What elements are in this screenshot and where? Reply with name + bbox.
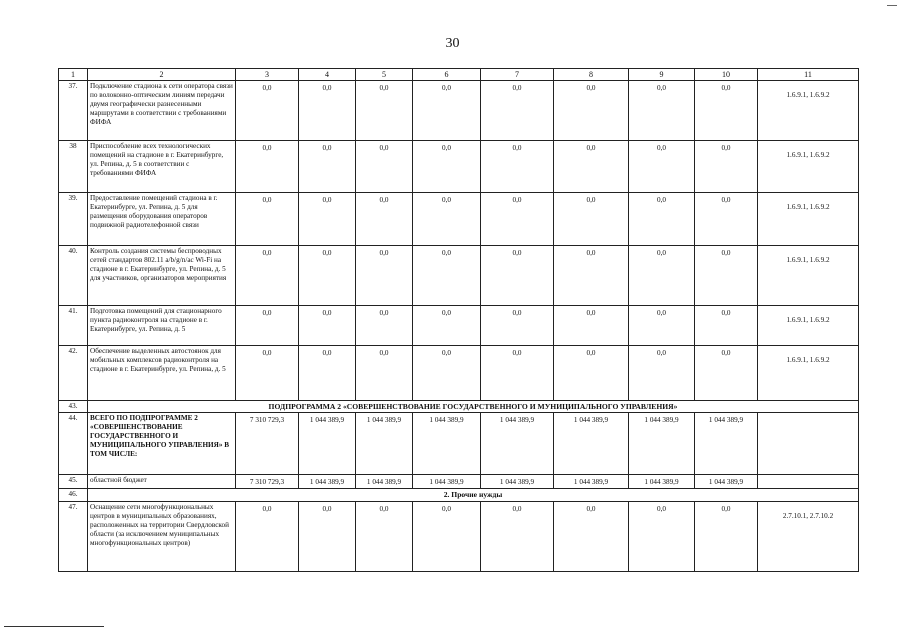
value-cell: 0,0 (236, 246, 299, 306)
value-cell: 0,0 (554, 346, 629, 401)
row-description: Оснащение сети многофункциональных центров в муниципальных образованиях, расположенных на территории Свердловской области (за исключением муниципальных многофункциональных центров) (88, 501, 236, 571)
table-row (59, 306, 859, 346)
row-number: 42. (59, 346, 88, 401)
table-row (59, 346, 859, 401)
value-cell: 0,0 (413, 501, 481, 571)
value-cell: 0,0 (413, 246, 481, 306)
table-row (59, 81, 859, 141)
value-cell: 0,0 (299, 346, 356, 401)
table-row (59, 246, 859, 306)
header-cell: 3 (236, 69, 299, 81)
target-code: 1.6.9.1, 1.6.9.2 (758, 141, 859, 193)
value-cell: 0,0 (481, 81, 554, 141)
value-cell: 0,0 (413, 141, 481, 193)
value-cell: 0,0 (554, 306, 629, 346)
row-description: Контроль создания системы беспроводных сетей стандартов 802.11 a/b/g/n/ac Wi-Fi на стадионе в г. Екатеринбурге, ул. Репина, д. 5 для участников, организаторов мероприятия (88, 246, 236, 306)
footer-rule (4, 626, 104, 627)
header-cell: 7 (481, 69, 554, 81)
value-cell: 0,0 (554, 81, 629, 141)
value-cell: 0,0 (236, 141, 299, 193)
value-cell: 1 044 389,9 (629, 475, 695, 489)
target-code: 1.6.9.1, 1.6.9.2 (758, 246, 859, 306)
value-cell: 0,0 (695, 141, 758, 193)
budget-table-sheet (58, 68, 858, 572)
value-cell: 0,0 (299, 501, 356, 571)
value-cell: 0,0 (356, 141, 413, 193)
target-code (758, 413, 859, 475)
section-row (59, 489, 859, 501)
value-cell: 1 044 389,9 (299, 475, 356, 489)
corner-mark (887, 5, 897, 6)
row-number: 46. (59, 489, 88, 501)
value-cell: 0,0 (236, 193, 299, 246)
value-cell: 0,0 (554, 501, 629, 571)
row-number: 43. (59, 401, 88, 413)
section-row (59, 401, 859, 413)
row-description: областной бюджет (88, 475, 236, 489)
target-code: 1.6.9.1, 1.6.9.2 (758, 306, 859, 346)
value-cell: 1 044 389,9 (413, 413, 481, 475)
target-code (758, 475, 859, 489)
value-cell: 0,0 (695, 193, 758, 246)
value-cell: 0,0 (413, 346, 481, 401)
value-cell: 1 044 389,9 (554, 475, 629, 489)
value-cell: 0,0 (299, 246, 356, 306)
value-cell: 0,0 (236, 346, 299, 401)
row-description: Подключение стадиона к сети оператора связи по волоконно-оптическим линиям передачи двумя географически разнесенными маршрутами в соответствии с требованиями ФИФА (88, 81, 236, 141)
value-cell: 0,0 (356, 346, 413, 401)
row-number: 39. (59, 193, 88, 246)
value-cell: 0,0 (299, 81, 356, 141)
table-row (59, 475, 859, 489)
row-number: 37. (59, 81, 88, 141)
value-cell: 0,0 (629, 246, 695, 306)
value-cell: 0,0 (356, 193, 413, 246)
table-row (59, 413, 859, 475)
header-cell: 6 (413, 69, 481, 81)
value-cell: 7 310 729,3 (236, 413, 299, 475)
section-title: 2. Прочие нужды (88, 489, 859, 501)
value-cell: 0,0 (554, 141, 629, 193)
row-number: 44. (59, 413, 88, 475)
header-cell: 9 (629, 69, 695, 81)
row-number: 45. (59, 475, 88, 489)
value-cell: 0,0 (413, 81, 481, 141)
value-cell: 7 310 729,3 (236, 475, 299, 489)
value-cell: 1 044 389,9 (299, 413, 356, 475)
row-description: Предоставление помещений стадиона в г. Екатеринбурге, ул. Репина, д. 5 для размещения оборудования операторов подвижной радиотелефонной связи (88, 193, 236, 246)
value-cell: 0,0 (695, 306, 758, 346)
table-row (59, 141, 859, 193)
value-cell: 0,0 (695, 346, 758, 401)
value-cell: 0,0 (554, 246, 629, 306)
value-cell: 0,0 (629, 306, 695, 346)
header-cell: 8 (554, 69, 629, 81)
value-cell: 1 044 389,9 (481, 413, 554, 475)
value-cell: 1 044 389,9 (356, 475, 413, 489)
value-cell: 0,0 (629, 346, 695, 401)
value-cell: 0,0 (481, 141, 554, 193)
target-code: 2.7.10.1, 2.7.10.2 (758, 501, 859, 571)
row-number: 47. (59, 501, 88, 571)
row-description: Подготовка помещений для стационарного пункта радиоконтроля на стадионе в г. Екатеринбурге, ул. Репина, д. 5 (88, 306, 236, 346)
value-cell: 0,0 (481, 246, 554, 306)
value-cell: 0,0 (629, 81, 695, 141)
value-cell: 0,0 (554, 193, 629, 246)
value-cell: 1 044 389,9 (695, 475, 758, 489)
table-row (59, 501, 859, 571)
value-cell: 0,0 (299, 193, 356, 246)
value-cell: 0,0 (695, 501, 758, 571)
row-number: 38 (59, 141, 88, 193)
value-cell: 0,0 (299, 141, 356, 193)
value-cell: 0,0 (299, 306, 356, 346)
page-number: 30 (445, 36, 460, 51)
value-cell: 0,0 (413, 306, 481, 346)
header-cell: 11 (758, 69, 859, 81)
value-cell: 0,0 (481, 346, 554, 401)
value-cell: 0,0 (356, 306, 413, 346)
value-cell: 0,0 (481, 193, 554, 246)
value-cell: 1 044 389,9 (481, 475, 554, 489)
target-code: 1.6.9.1, 1.6.9.2 (758, 81, 859, 141)
value-cell: 0,0 (695, 81, 758, 141)
table-row (59, 193, 859, 246)
value-cell: 1 044 389,9 (695, 413, 758, 475)
value-cell: 1 044 389,9 (554, 413, 629, 475)
value-cell: 0,0 (356, 501, 413, 571)
table-body (59, 69, 859, 572)
row-number: 41. (59, 306, 88, 346)
value-cell: 0,0 (629, 193, 695, 246)
header-cell: 1 (59, 69, 88, 81)
value-cell: 0,0 (236, 501, 299, 571)
value-cell: 1 044 389,9 (356, 413, 413, 475)
value-cell: 0,0 (481, 306, 554, 346)
row-number: 40. (59, 246, 88, 306)
header-cell: 5 (356, 69, 413, 81)
section-title: ПОДПРОГРАММА 2 «СОВЕРШЕНСТВОВАНИЕ ГОСУДАРСТВЕННОГО И МУНИЦИПАЛЬНОГО УПРАВЛЕНИЯ» (88, 401, 859, 413)
header-row (59, 69, 859, 81)
row-description: ВСЕГО ПО ПОДПРОГРАММЕ 2 «СОВЕРШЕНСТВОВАНИЕ ГОСУДАРСТВЕННОГО И МУНИЦИПАЛЬНОГО УПРАВЛЕНИЯ» В ТОМ ЧИСЛЕ: (88, 413, 236, 475)
target-code: 1.6.9.1, 1.6.9.2 (758, 193, 859, 246)
row-description: Приспособление всех технологических помещений на стадионе в г. Екатеринбурге, ул. Репина, д. 5 в соответствии с требованиями ФИФА (88, 141, 236, 193)
value-cell: 1 044 389,9 (629, 413, 695, 475)
value-cell: 0,0 (236, 81, 299, 141)
value-cell: 0,0 (356, 246, 413, 306)
header-cell: 4 (299, 69, 356, 81)
value-cell: 0,0 (695, 246, 758, 306)
budget-table (58, 68, 859, 572)
value-cell: 0,0 (413, 193, 481, 246)
header-cell: 10 (695, 69, 758, 81)
target-code: 1.6.9.1, 1.6.9.2 (758, 346, 859, 401)
header-cell: 2 (88, 69, 236, 81)
value-cell: 0,0 (481, 501, 554, 571)
row-description: Обеспечение выделенных автостоянок для мобильных комплексов радиоконтроля на стадионе в г. Екатеринбурге, ул. Репина, д. 5 (88, 346, 236, 401)
value-cell: 0,0 (356, 81, 413, 141)
value-cell: 0,0 (236, 306, 299, 346)
value-cell: 0,0 (629, 501, 695, 571)
value-cell: 1 044 389,9 (413, 475, 481, 489)
value-cell: 0,0 (629, 141, 695, 193)
